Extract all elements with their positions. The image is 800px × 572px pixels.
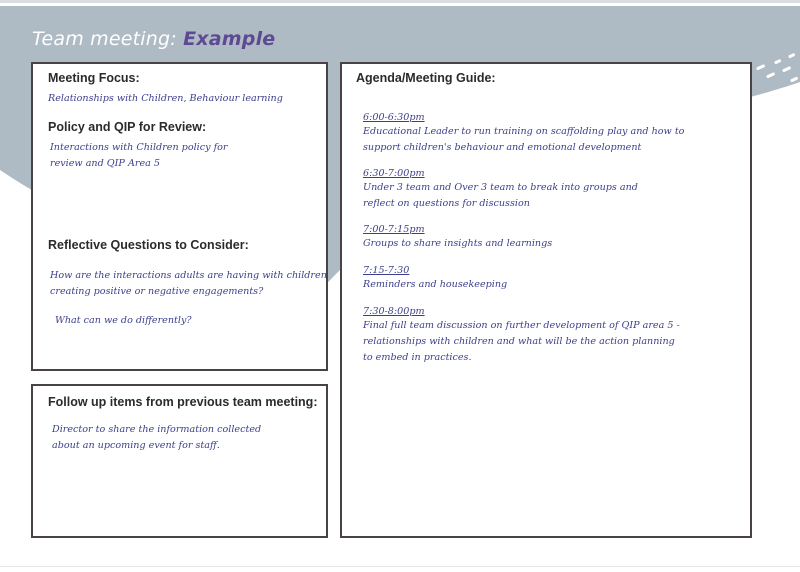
reflective-heading: Reflective Questions to Consider:: [48, 238, 249, 252]
followup-heading: Follow up items from previous team meeting:: [48, 395, 318, 409]
agenda-time-2: 6:30-7:00pm: [363, 168, 425, 179]
followup-text: Director to share the information collected about an upcoming event for staff.: [52, 424, 262, 451]
policy-text: Interactions with Children policy for review and QIP Area 5: [50, 142, 228, 169]
agenda-heading: Agenda/Meeting Guide:: [356, 71, 496, 85]
meeting-focus-heading: Meeting Focus:: [48, 71, 140, 85]
agenda-text-2: Under 3 team and Over 3 team to break into groups and reflect on questions for discussion: [363, 182, 638, 209]
agenda-time-4: 7:15-7:30: [363, 265, 410, 276]
agenda-text-3: Groups to share insights and learnings: [363, 238, 553, 249]
reflective-question-1: How are the interactions adults are having with children creating positive or negative engagements?: [50, 270, 327, 297]
agenda-time-1: 6:00-6:30pm: [363, 112, 425, 123]
agenda-time-3: 7:00-7:15pm: [363, 224, 425, 235]
agenda-text-5: Final full team discussion on further development of QIP area 5 - relationships with children and what will be the action planning to embed in practices.: [363, 320, 680, 363]
title-suffix: Example: [183, 28, 276, 50]
bottom-border: [0, 566, 800, 567]
title-prefix: Team meeting:: [32, 28, 177, 50]
agenda-text-4: Reminders and housekeeping: [363, 279, 508, 290]
page-title: [32, 28, 275, 50]
meeting-focus-text: Relationships with Children, Behaviour learning: [48, 93, 283, 104]
agenda-text-1: Educational Leader to run training on scaffolding play and how to support children's behaviour and emotional development: [363, 126, 685, 153]
agenda-time-5: 7:30-8:00pm: [363, 306, 425, 317]
policy-heading: Policy and QIP for Review:: [48, 120, 207, 134]
reflective-question-2: What can we do differently?: [55, 315, 192, 326]
